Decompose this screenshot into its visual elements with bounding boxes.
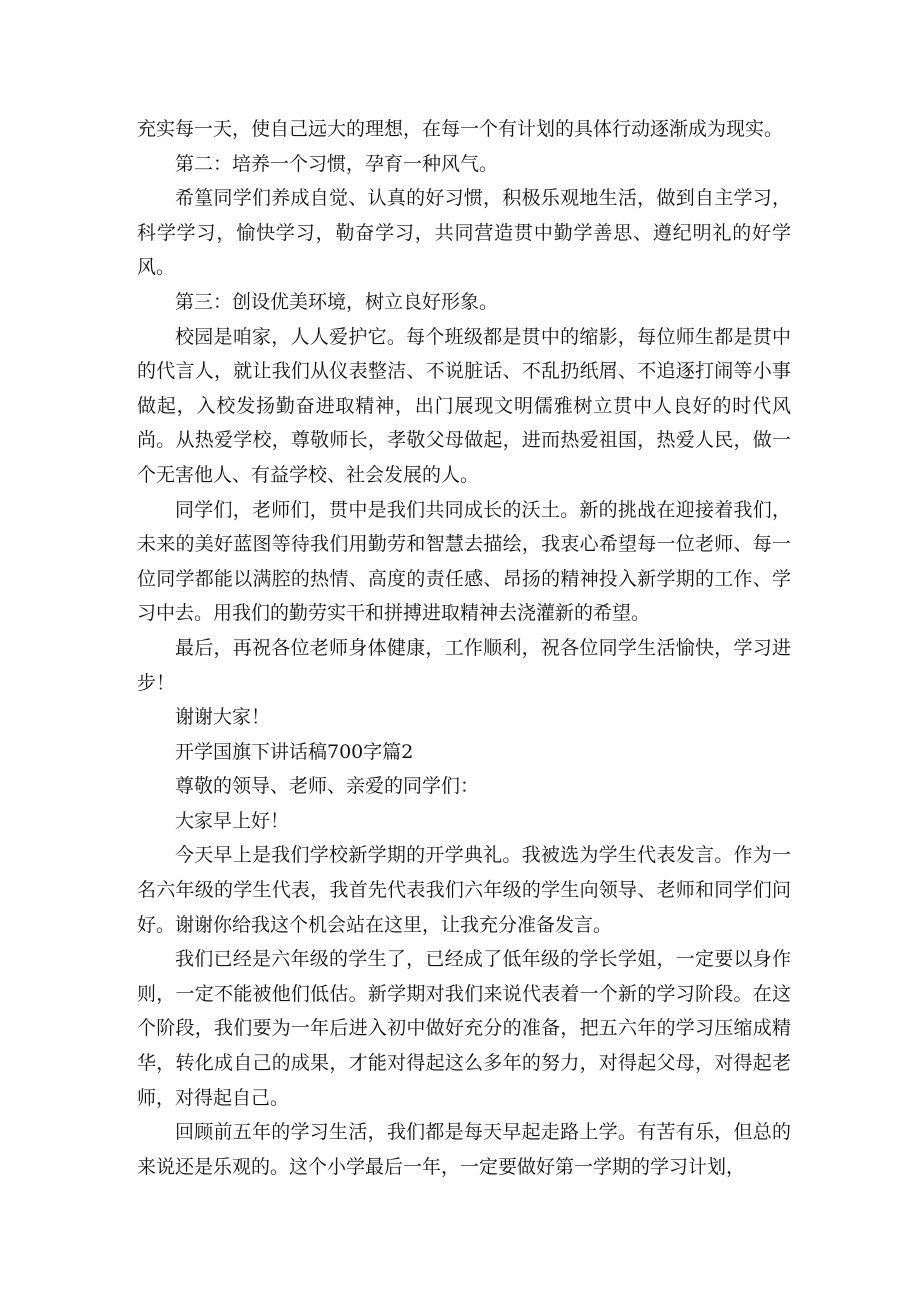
paragraph-3: 希篁同学们养成自觉、认真的好习惯，积极乐观地生活，做到自主学习，科学学习，愉快学习，勒奋学习，共同营造贯中勤学善思、遵纪明礼的好学风。 <box>137 187 791 279</box>
paragraph-6: 同学们，老师们，贯中是我们共同成长的沃土。新的挑战在迎接着我们，未来的美好蓝图等待我们用勤劳和智慧去描绘，我衷心希望每一位老师、每一位同学都能以满腔的热情、高度的责任感、昂扬的精神投入新学期的工作、学习中去。用我们的勤劳实干和拼搏进取精神去浇灌新的希望。 <box>137 498 791 625</box>
paragraph-1: 充实每一天，使自己远大的理想，在每一个有计划的具体行动逐渐成为现实。 <box>137 118 784 140</box>
paragraph-7: 最后，再祝各位老师身体健康，工作顺利，祝各位同学生活愉快，学习进步！ <box>137 636 791 694</box>
paragraph-2-heading: 第二：培养一个习惯，孕育一种风气。 <box>175 152 499 175</box>
paragraph-12: 今天早上是我们学校新学期的开学典礼。我被选为学生代表发言。作为一名六年级的学生代表，我首先代表我们六年级的学生向领导、老师和同学们问好。谢谢你给我这个机会站在这里，让我充分准备发言。 <box>137 844 791 936</box>
paragraph-11-greeting: 大家早上好！ <box>175 809 290 832</box>
paragraph-8-thanks: 谢谢大家！ <box>175 706 271 729</box>
paragraph-13: 我们已经是六年级的学生了，已经成了低年级的学长学姐，一定要以身作则，一定不能被他们低估。新学期对我们来说代表着一个新的学习阶段。在这个阶段，我们要为一年后进入初中做好充分的准备，把五六年的学习压缩成精华，转化成自己的成果，才能对得起这么多年的努力，对得起父母，对得起老师，对得起自己。 <box>137 948 791 1109</box>
paragraph-9-title: 开学国旗下讲话稿700字篇2 <box>175 740 414 763</box>
paragraph-10-salutation: 尊敬的领导、老师、亲爱的同学们： <box>175 775 480 798</box>
document-body <box>137 112 791 1184</box>
paragraph-14: 回顾前五年的学习生活，我们都是每天早起走路上学。有苦有乐，但总的来说还是乐观的。这个小学最后一年，一定要做好第一学期的学习计划， <box>137 1121 791 1178</box>
paragraph-4-heading: 第三：创设优美环境，树立良好形象。 <box>175 290 499 313</box>
paragraph-5: 校园是咱家，人人爱护它。每个班级都是贯中的缩影，每位师生都是贯中的代言人，就让我们从仪表整洁、不说脏话、不乱扔纸屑、不追逐打闹等小事做起，入校发扬勤奋进取精神，出门展现文明儒雅树立贯中人良好的时代风尚。从热爱学校，尊敬师长，孝敬父母做起，进而热爱祖国，热爱人民，做一个无害他人、有益学校、社会发展的人。 <box>137 325 791 486</box>
